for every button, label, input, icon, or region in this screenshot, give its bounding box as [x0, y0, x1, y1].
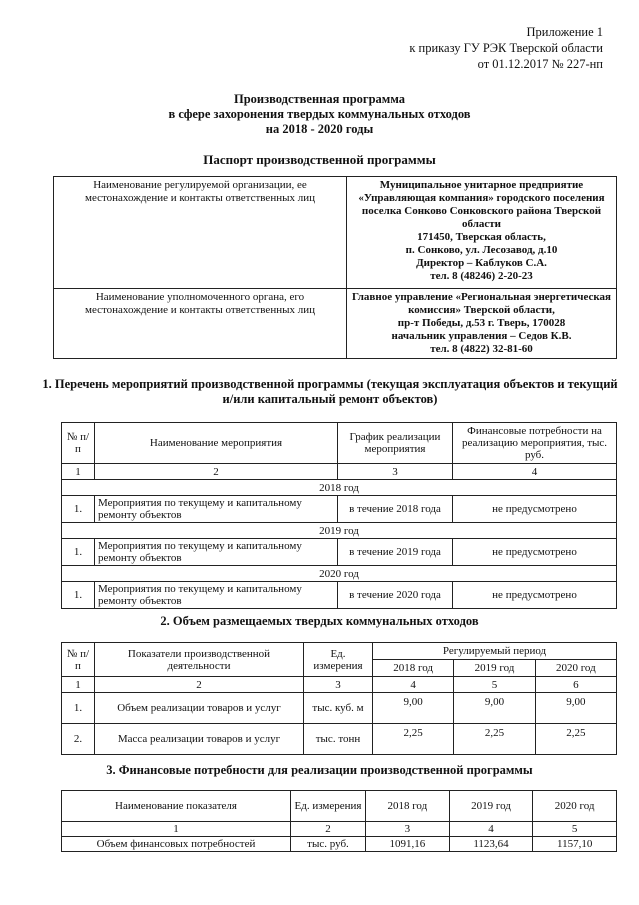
- header-cell: 2020 год: [535, 660, 616, 677]
- column-number: 2: [95, 464, 338, 480]
- column-number: 1: [62, 677, 95, 693]
- header-cell: № п/п: [62, 643, 95, 677]
- row-number: 1.: [62, 539, 95, 566]
- header-cell: Показатели производственной деятельности: [95, 643, 304, 677]
- header-cell: 2019 год: [449, 791, 533, 822]
- passport-value: [347, 177, 617, 289]
- column-number: 4: [453, 464, 617, 480]
- unit-cell: тыс. руб.: [291, 837, 366, 852]
- measure-name: Мероприятия по текущему и капитальному ремонту объектов: [95, 582, 338, 609]
- year-row: [62, 523, 617, 539]
- year-row: [62, 566, 617, 582]
- value-line: п. Сонково, ул. Лесозавод, д.10: [405, 244, 558, 256]
- passport-row: [54, 289, 617, 359]
- column-number: 3: [366, 822, 450, 837]
- waste-volume-table: [61, 642, 617, 755]
- measure-schedule: в течение 2018 года: [338, 496, 453, 523]
- appendix-line: от 01.12.2017 № 227-нп: [477, 57, 603, 71]
- column-number: 2: [291, 822, 366, 837]
- value-cell: 9,00: [535, 693, 616, 724]
- unit-cell: тыс. тонн: [304, 724, 373, 755]
- indicator-name: Объем реализации товаров и услуг: [95, 693, 304, 724]
- measure-name: Мероприятия по текущему и капитальному ремонту объектов: [95, 539, 338, 566]
- column-number: 3: [304, 677, 373, 693]
- passport-label: Наименование регулируемой организации, ее местонахождение и контакты ответственных лиц: [54, 177, 347, 289]
- measure-schedule: в течение 2019 года: [338, 539, 453, 566]
- table-header-row: [62, 791, 617, 822]
- value-cell: 2,25: [373, 724, 454, 755]
- column-number: 1: [62, 822, 291, 837]
- table-row: [62, 582, 617, 609]
- header-cell: График реализации мероприятия: [338, 423, 453, 464]
- section-2-title: 2. Объем размещаемых твердых коммунальных отходов: [160, 614, 479, 628]
- column-number: 2: [95, 677, 304, 693]
- section-3-title: 3. Финансовые потребности для реализации производственной программы: [106, 763, 533, 777]
- column-number-row: [62, 822, 617, 837]
- value-line: тел. 8 (4822) 32-81-60: [430, 343, 533, 355]
- value-cell: 2,25: [535, 724, 616, 755]
- value-line: 171450, Тверская область,: [417, 231, 546, 243]
- measure-name: Мероприятия по текущему и капитальному ремонту объектов: [95, 496, 338, 523]
- appendix-line: к приказу ГУ РЭК Тверской области: [409, 41, 603, 55]
- column-number: 4: [373, 677, 454, 693]
- column-number: 5: [533, 822, 617, 837]
- title-line: в сфере захоронения твердых коммунальных отходов: [168, 107, 471, 121]
- header-cell: 2018 год: [373, 660, 454, 677]
- year-row: [62, 480, 617, 496]
- measure-finance: не предусмотрено: [453, 496, 617, 523]
- value-line: Муниципальное унитарное предприятие «Управляющая компания» городского поселения поселка Сонково Сонковского района Тверской области: [358, 179, 605, 230]
- measures-table: [61, 422, 617, 609]
- column-number: 6: [535, 677, 616, 693]
- value-line: Главное управление «Региональная энергетическая комиссия» Тверской области,: [352, 291, 611, 316]
- value-line: Директор – Каблуков С.А.: [416, 257, 547, 269]
- value-cell: 1091,16: [366, 837, 450, 852]
- header-cell: Наименование мероприятия: [95, 423, 338, 464]
- column-number-row: [62, 677, 617, 693]
- year-label: 2018 год: [62, 480, 617, 496]
- column-number-row: [62, 464, 617, 480]
- table-row: [62, 496, 617, 523]
- value-cell: 9,00: [373, 693, 454, 724]
- table-row: [62, 539, 617, 566]
- column-number: 5: [454, 677, 535, 693]
- header-cell: 2018 год: [366, 791, 450, 822]
- column-number: 3: [338, 464, 453, 480]
- passport-value: [347, 289, 617, 359]
- section-1-title: 1. Перечень мероприятий производственной программы (текущая эксплуатация объектов и текущий и/или капитальный ремонт объектов): [42, 377, 618, 406]
- column-number: 4: [449, 822, 533, 837]
- row-number: 1.: [62, 496, 95, 523]
- title-line: на 2018 - 2020 годы: [265, 122, 374, 136]
- measure-finance: не предусмотрено: [453, 539, 617, 566]
- column-number: 1: [62, 464, 95, 480]
- table-row: [62, 724, 617, 755]
- unit-cell: тыс. куб. м: [304, 693, 373, 724]
- table-header-row: [62, 423, 617, 464]
- value-cell: 2,25: [454, 724, 535, 755]
- header-cell: Ед. измерения: [291, 791, 366, 822]
- year-label: 2019 год: [62, 523, 617, 539]
- indicator-name: Масса реализации товаров и услуг: [95, 724, 304, 755]
- passport-label: Наименование уполномоченного органа, его местонахождение и контакты ответственных лиц: [54, 289, 347, 359]
- header-cell: Ед. измерения: [304, 643, 373, 677]
- header-cell: Наименование показателя: [62, 791, 291, 822]
- header-cell: Регулируемый период: [373, 643, 617, 660]
- passport-row: [54, 177, 617, 289]
- row-number: 1.: [62, 582, 95, 609]
- program-title: [0, 92, 639, 137]
- value-cell: 1157,10: [533, 837, 617, 852]
- indicator-name: Объем финансовых потребностей: [62, 837, 291, 852]
- row-number: 1.: [62, 693, 95, 724]
- value-line: начальник управления – Седов К.В.: [391, 330, 572, 342]
- value-cell: 1123,64: [449, 837, 533, 852]
- title-line: Производственная программа: [233, 92, 406, 106]
- table-row: [62, 837, 617, 852]
- passport-table: [53, 176, 617, 359]
- value-line: пр-т Победы, д.53 г. Тверь, 170028: [397, 317, 566, 329]
- header-cell: № п/п: [62, 423, 95, 464]
- header-cell: Финансовые потребности на реализацию мероприятия, тыс. руб.: [453, 423, 617, 464]
- finance-table: [61, 790, 617, 852]
- appendix-note: [409, 24, 603, 72]
- measure-finance: не предусмотрено: [453, 582, 617, 609]
- table-row: [62, 693, 617, 724]
- table-header-row: [62, 643, 617, 660]
- header-cell: 2019 год: [454, 660, 535, 677]
- value-cell: 9,00: [454, 693, 535, 724]
- year-label: 2020 год: [62, 566, 617, 582]
- passport-title: Паспорт производственной программы: [203, 152, 436, 167]
- appendix-line: Приложение 1: [526, 25, 603, 39]
- row-number: 2.: [62, 724, 95, 755]
- value-line: тел. 8 (48246) 2-20-23: [430, 270, 533, 282]
- measure-schedule: в течение 2020 года: [338, 582, 453, 609]
- header-cell: 2020 год: [533, 791, 617, 822]
